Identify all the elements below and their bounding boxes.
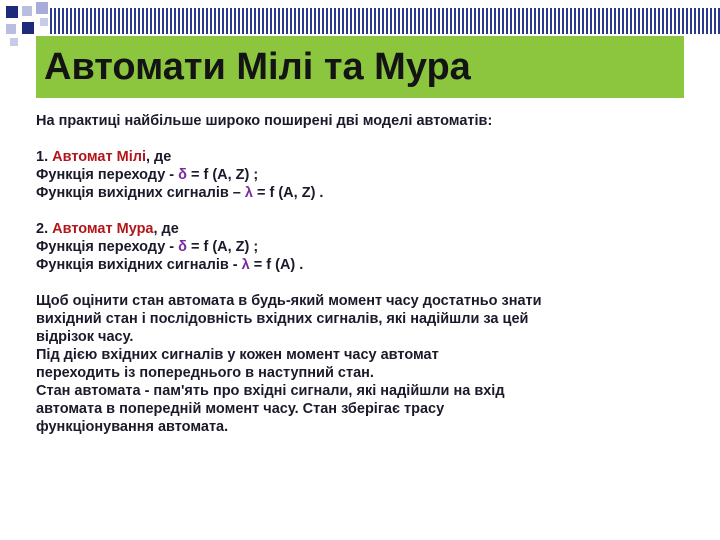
delta-symbol: δ — [178, 167, 187, 183]
decor-square — [22, 22, 34, 34]
delta-symbol: δ — [178, 239, 187, 255]
lambda-symbol: λ — [244, 185, 253, 201]
paragraph-line: відрізок часу. — [36, 329, 134, 345]
title-banner — [36, 36, 684, 98]
mealy-output-formula: = f (A, Z) . — [252, 185, 324, 201]
slide-title: Автомати Мілі та Мура — [44, 46, 471, 88]
decor-square — [40, 18, 48, 26]
decor-square — [22, 6, 32, 16]
header-stripe-bar — [50, 8, 720, 34]
mealy-heading — [36, 148, 676, 166]
paragraph-line: Щоб оцінити стан автомата в будь-який момент часу достатньо знати — [36, 293, 542, 309]
moore-output-label: Функція вихідних сигналів - — [36, 257, 242, 273]
mealy-name: Автомат Мілі — [52, 149, 146, 165]
slide-content — [36, 112, 676, 436]
intro-text: На практиці найбільше широко поширені дві моделі автоматів: — [36, 113, 493, 129]
paragraph-line: переходить із попереднього в наступний стан. — [36, 365, 374, 381]
decor-square — [10, 38, 18, 46]
mealy-suffix: , де — [145, 149, 172, 165]
moore-suffix: , де — [153, 221, 179, 237]
mealy-output — [36, 184, 676, 202]
mealy-number: 1. — [36, 149, 53, 165]
moore-output-formula: = f (A) . — [249, 257, 304, 273]
mealy-transition — [36, 166, 676, 184]
paragraph-line: автомата в попередній момент часу. Стан зберігає трасу — [36, 401, 445, 417]
moore-transition-label: Функція переходу - — [36, 239, 179, 255]
paragraph-line: вихідний стан і послідовність вхідних сигналів, які надійшли за цей — [36, 311, 529, 327]
moore-heading — [36, 220, 676, 238]
moore-transition — [36, 238, 676, 256]
moore-number: 2. — [36, 221, 53, 237]
mealy-transition-formula: = f (A, Z) ; — [186, 167, 259, 183]
paragraph-line: функціонування автомата. — [36, 419, 229, 435]
paragraph-line: Під дією вхідних сигналів у кожен момент часу автомат — [36, 347, 439, 363]
moore-output — [36, 256, 676, 274]
moore-transition-formula: = f (A, Z) ; — [186, 239, 259, 255]
decor-square — [36, 2, 48, 14]
decor-square — [6, 24, 16, 34]
lambda-symbol: λ — [241, 257, 250, 273]
paragraph-line: Стан автомата - пам'ять про вхідні сигнали, які надійшли на вхід — [36, 383, 505, 399]
mealy-output-label: Функція вихідних сигналів – — [36, 185, 245, 201]
mealy-transition-label: Функція переходу - — [36, 167, 179, 183]
moore-name: Автомат Мура — [52, 221, 154, 237]
decor-square — [6, 6, 18, 18]
